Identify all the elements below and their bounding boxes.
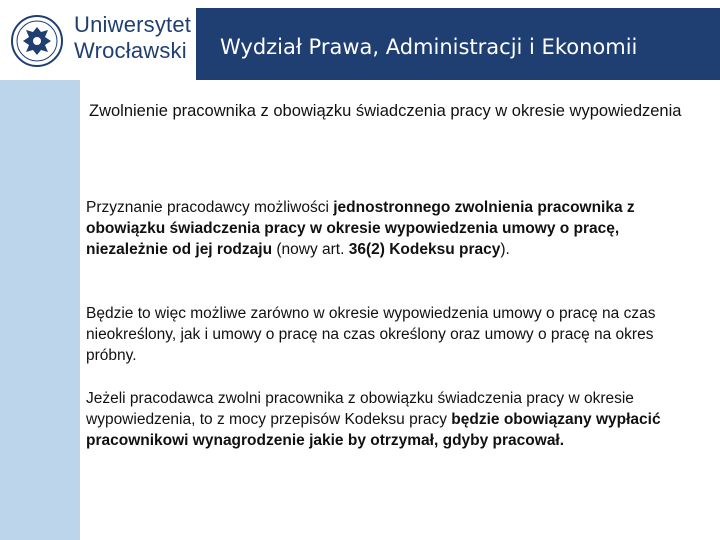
p1-bold-2: 36(2) Kodeksu pracy [348,241,501,258]
slide-subtitle: Zwolnienie pracownika z obowiązku świadczenia pracy w okresie wypowiedzenia [89,102,682,120]
p3-bold-1: będzie obowiązany wypłacić pracownikowi wynagrodzenie jakie by otrzymał, gdyby pracował. [86,411,661,449]
paragraph-3 [86,388,690,451]
paragraph-2 [86,303,690,366]
left-decorative-strip [0,80,80,540]
p1-text-1: Przyznanie pracodawcy możliwości [86,199,334,216]
faculty-title: Wydział Prawa, Administracji i Ekonomii [220,35,638,59]
university-logo [0,0,196,80]
logo-text-line1: Uniwersytet [74,12,192,37]
university-crest-icon [10,14,64,68]
header-bar [196,8,720,80]
paragraph-1 [86,197,690,260]
p3-text-1: Jeżeli pracodawca zwolni pracownika z obowiązku świadczenia pracy w okresie wypowiedzenia, to z mocy przepisów Kodeksu pracy [86,390,634,428]
p1-text-2: (nowy art. [272,241,349,258]
p1-bold-1: jednostronnego zwolnienia pracownika z obowiązku świadczenia pracy w okresie wypowiedzenia umowy o pracę, niezależnie od jej rodzaju [86,199,635,258]
p1-text-3: ). [500,241,510,258]
logo-text-line2: Wrocławski [74,38,187,63]
p2-text-1: Będzie to więc możliwe zarówno w okresie wypowiedzenia umowy o pracę na czas nieokreślony, jak i umowy o pracę na czas określony oraz umowy o pracę na okres próbny. [86,305,656,364]
